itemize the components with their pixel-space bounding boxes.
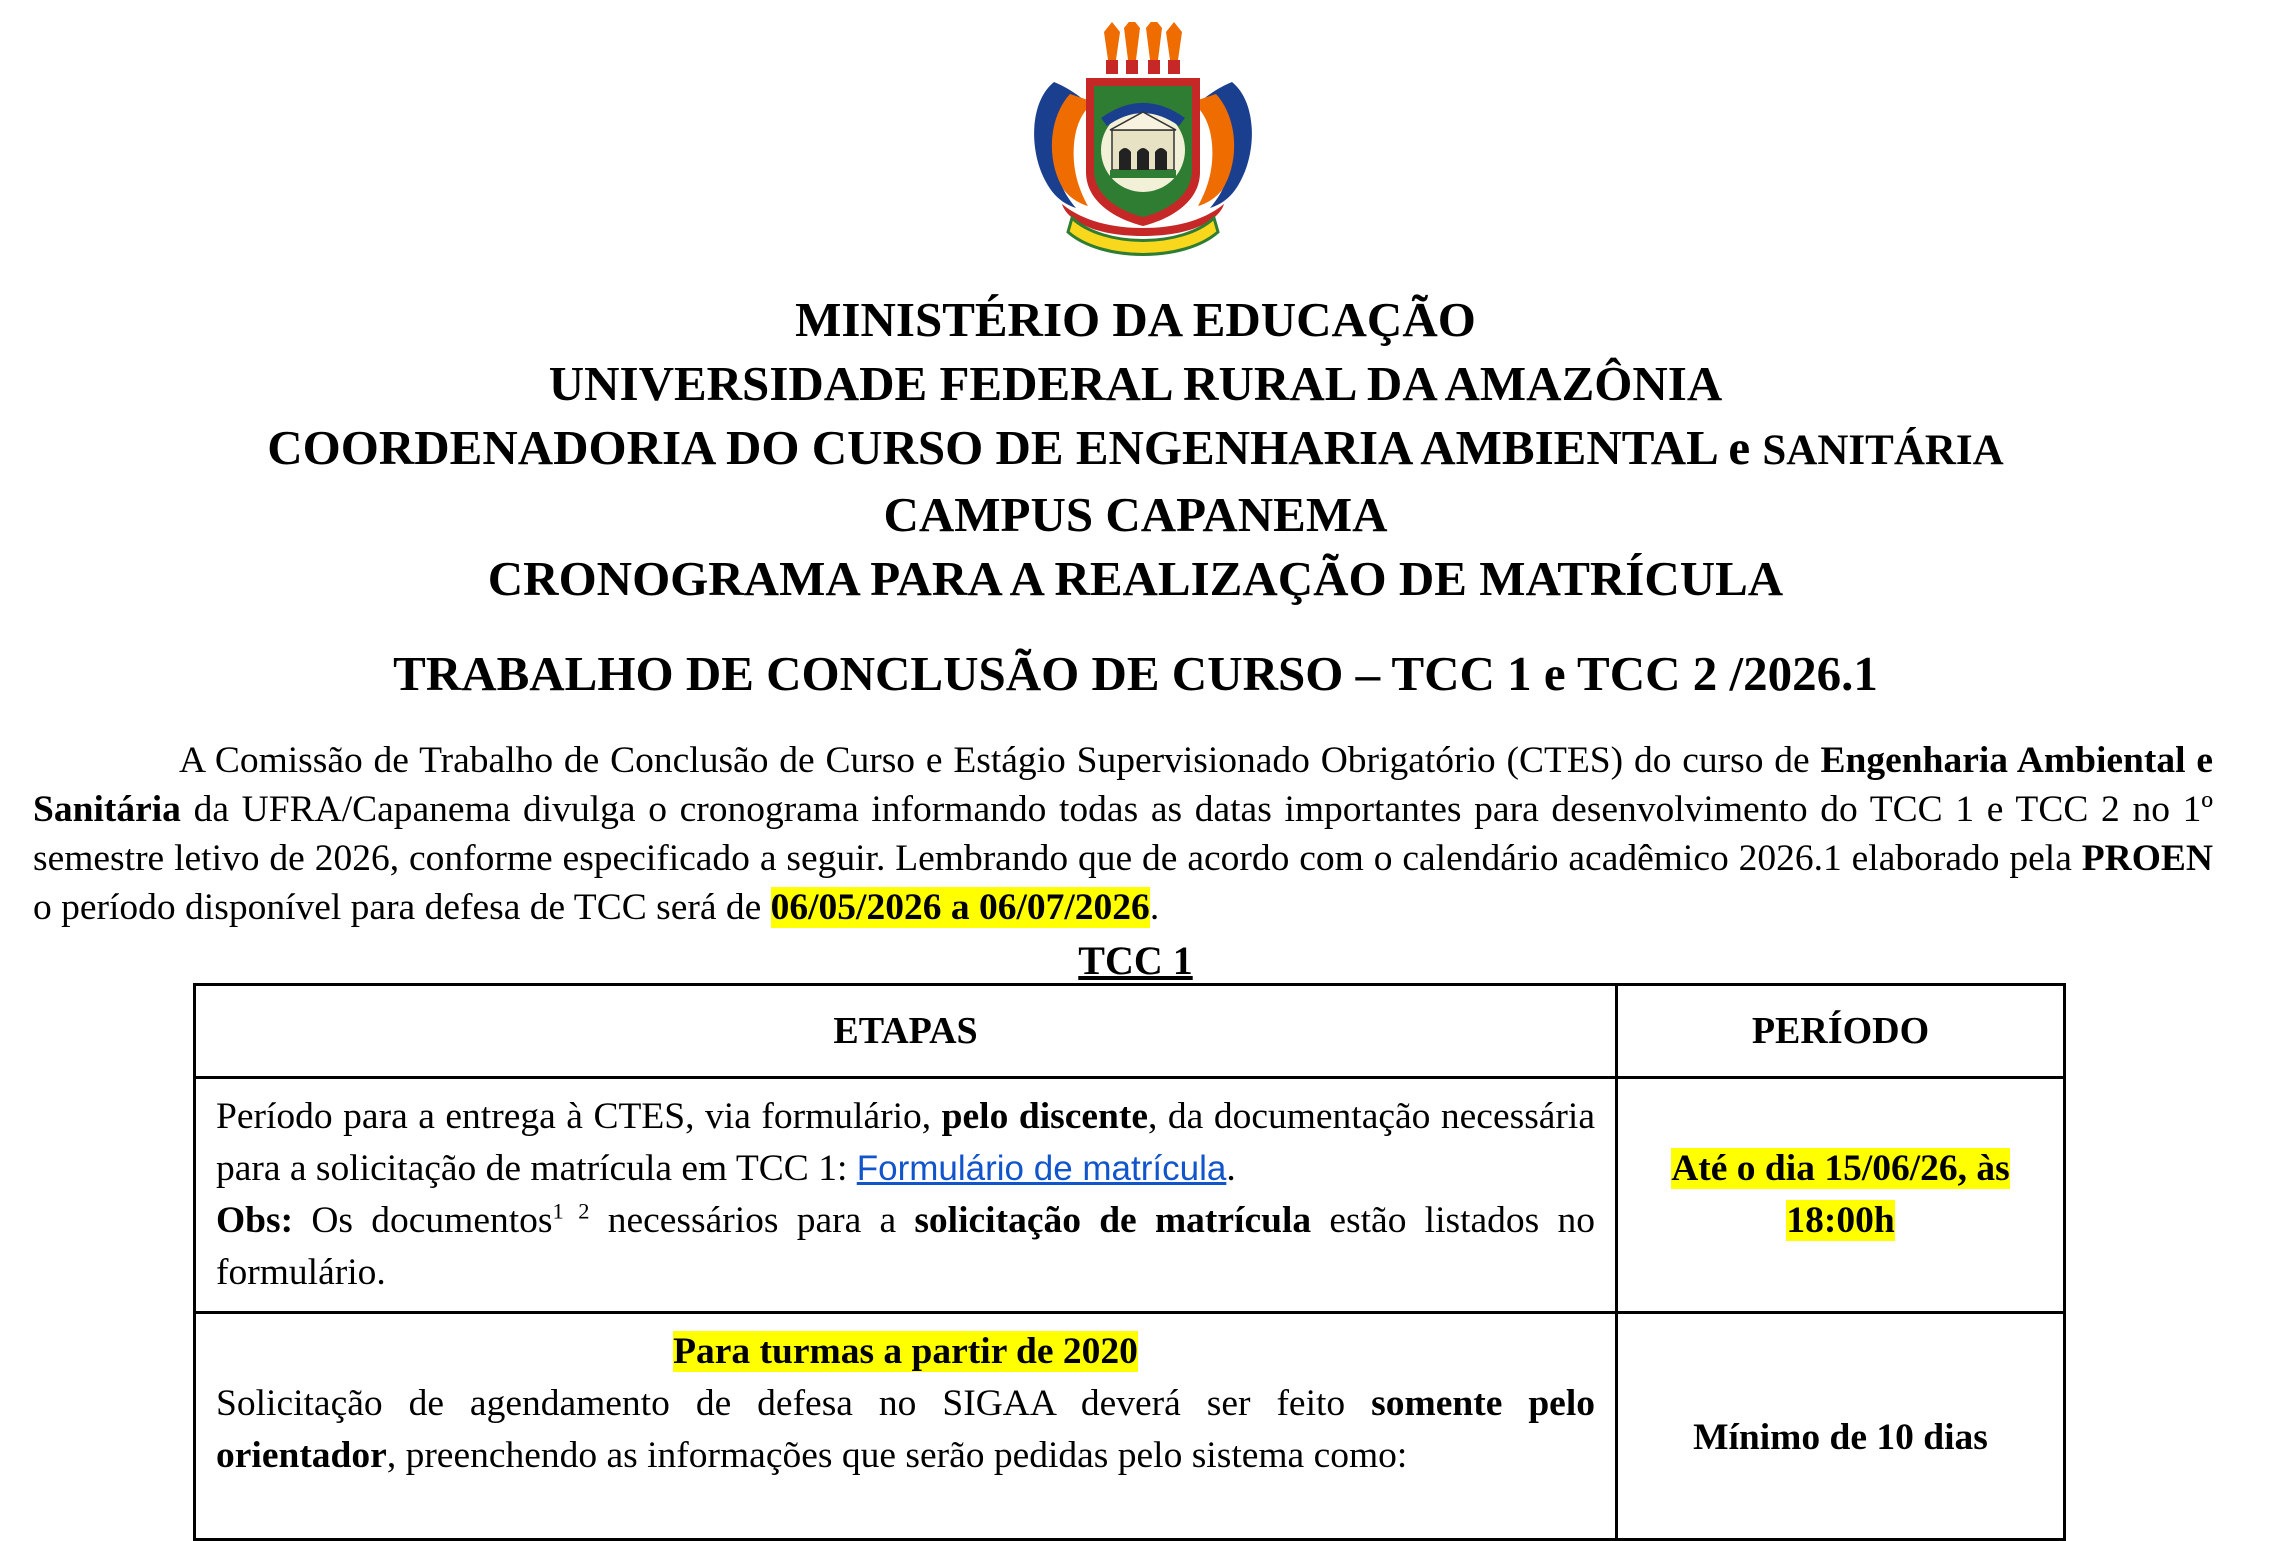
row1-bold-2: solicitação de matrícula [914,1200,1312,1241]
row2-heading: Para turmas a partir de 2020 [673,1331,1138,1372]
header-periodo: PERÍODO [1617,985,2065,1078]
table-row [195,1078,2065,1313]
document-subtitle: TRABALHO DE CONCLUSÃO DE CURSO – TCC 1 e TCC 2 /2026.1 [393,646,1878,701]
periodo-cell [1617,1313,2065,1540]
periodo-deadline-line2: 18:00h [1786,1200,1895,1241]
row1-text-1: Período para a entrega à CTES, via formulário, [216,1096,942,1137]
section-title-text: TCC 1 [1078,938,1193,983]
schedule-heading: CRONOGRAMA PARA A REALIZAÇÃO DE MATRÍCULA [487,551,1784,606]
intro-text-4: . [1149,887,1160,928]
campus-heading: CAMPUS CAPANEMA [883,487,1388,542]
intro-defense-period: 06/05/2026 a 06/07/2026 [770,887,1150,928]
row1-text-6: estão listados no formulário. [216,1200,1595,1293]
enrollment-form-link[interactable]: Formulário de matrícula [856,1149,1227,1188]
row1-text-2: , da documentação necessária para a solicitação de matrícula em TCC 1: [216,1096,1595,1189]
section-title-tcc1 [0,935,2271,987]
coordination-heading [0,416,2271,483]
periodo-cell [1617,1078,2065,1313]
intro-text-3: o período disponível para defesa de TCC será de [33,887,771,928]
coordination-heading-main: COORDENADORIA DO CURSO DE ENGENHARIA AMBIENTAL e [267,420,1763,475]
schedule-table [193,983,2066,1541]
etapa-cell [195,1313,1617,1540]
document-header [0,288,2271,611]
intro-paragraph [33,736,2213,932]
row1-text-3: . [1226,1148,1236,1189]
row2-text-2: , preenchendo as informações que serão pedidas pelo sistema como: [386,1435,1408,1476]
coordination-heading-tail: SANITÁRIA [1762,427,2004,474]
row1-text-4: Os documentos [293,1200,553,1241]
row1-bold-1: pelo discente [941,1096,1148,1137]
etapa-cell [195,1078,1617,1313]
row2-bold-1: somente pelo orientador [216,1383,1595,1476]
row1-text-5: necessários para a [589,1200,915,1241]
university-heading: UNIVERSIDADE FEDERAL RURAL DA AMAZÔNIA [548,356,1723,411]
ufra-crest-logo [1024,22,1262,274]
periodo-deadline-line1: Até o dia 15/06/26, às [1671,1148,2010,1189]
footnote-marks: 1 2 [552,1198,590,1224]
ministry-heading: MINISTÉRIO DA EDUCAÇÃO [795,292,1476,347]
header-etapas: ETAPAS [195,985,1617,1078]
intro-course-name: Engenharia Ambiental e Sanitária [33,740,2213,830]
obs-label: Obs: [216,1200,294,1241]
row2-text-1: Solicitação de agendamento de defesa no SIGAA deverá ser feito [216,1383,1372,1424]
table-header-row [195,985,2065,1078]
intro-text-1: A Comissão de Trabalho de Conclusão de Curso e Estágio Supervisionado Obrigatório (CTES) do curso de [179,740,1821,781]
intro-text-2: da UFRA/Capanema divulga o cronograma informando todas as datas importantes para desenvolvimento do TCC 1 e TCC 2 no 1º semestre letivo de 2026, conforme especificado a seguir. Lembrando que de acordo com o calendário acadêmico 2026.1 elaborado pela [33,789,2213,879]
table-row [195,1313,2065,1540]
periodo-min-days: Mínimo de 10 dias [1693,1417,1988,1458]
intro-proen: PROEN [2081,838,2213,879]
